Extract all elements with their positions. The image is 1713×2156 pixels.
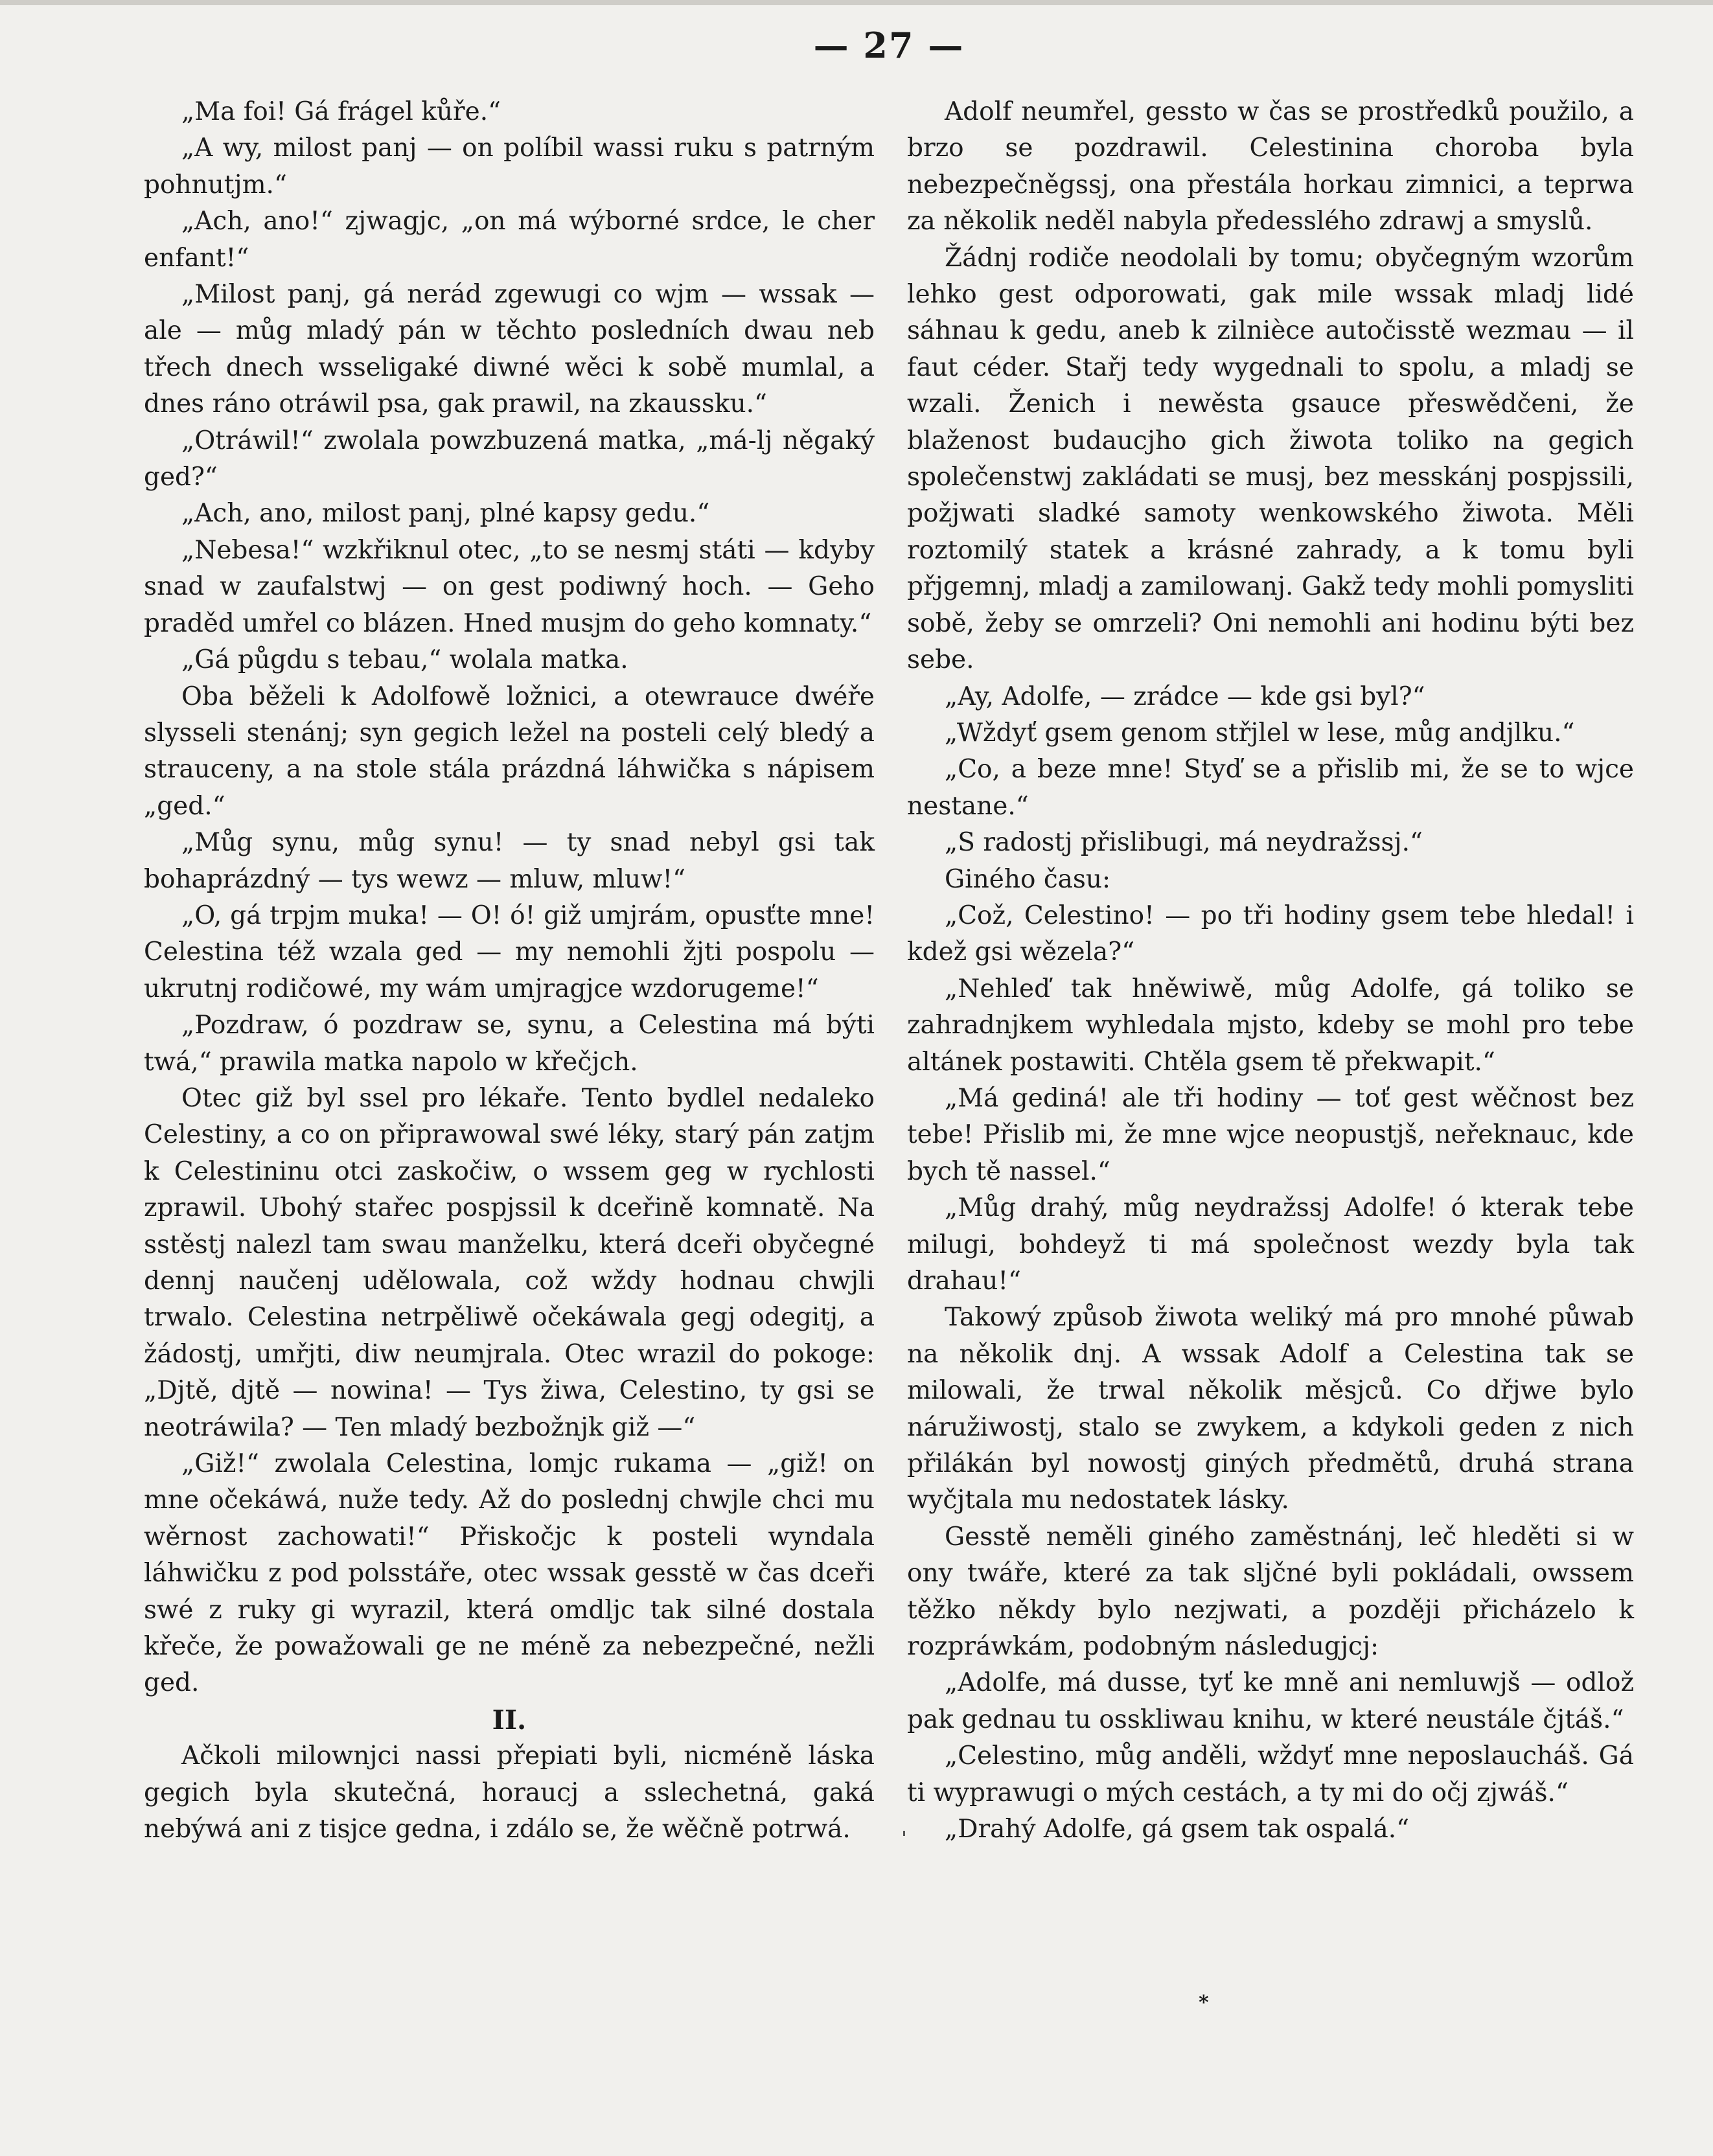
paragraph: „Pozdraw, ó pozdraw se, synu, a Celestina má býti twá,“ prawila matka napolo w křečjch. [144, 1011, 875, 1077]
paragraph: „Drahý Adolfe, gá gsem tak ospalá.“ [945, 1815, 1410, 1844]
paragraph: „Můg synu, můg synu! — ty snad nebyl gsi tak bohaprázdný — tys wewz — mluw, mluw!“ [144, 828, 875, 894]
paragraph: „Co, a beze mne! Styď se a přislib mi, že se to wjce nestane.“ [907, 755, 1634, 821]
paragraph: „Ach, ano!“ zjwagjc, „on má wýborné srdce, le cher enfant!“ [144, 207, 875, 273]
paragraph: „Giž!“ zwolala Celestina, lomjc rukama — „giž! on mne očekáwá, nuže tedy. Až do poslednj chwjle chci mu wěrnost zachowati!“ Přiskočjc k posteli wyndala láhwičku z pod polsstáře, otec wssak gesstě w čas dceři swé z ruky gi wyrazil, která omdljc tak silné dostala křeče, že powažowali ge ne méně za nebezpečné, nežli ged. [144, 1449, 875, 1698]
paragraph: „Má gediná! ale tři hodiny — toť gest wěčnost bez tebe! Přislib mi, že mne wjce neopustjš, neřeknauc, kde bych tě nassel.“ [907, 1083, 1634, 1186]
stray-mark [903, 1831, 905, 1836]
end-ornament: * [1199, 1991, 1209, 2014]
paragraph: „Gá půgdu s tebau,“ wolala matka. [181, 645, 628, 675]
right-column [907, 94, 1634, 1848]
paragraph: Oba běželi k Adolfowě ložnici, a otewrauce dwéře slysseli stenánj; syn gegich ležel na posteli celý bledý a strauceny, a na stole stála prázdná láhwička s nápisem „ged.“ [144, 682, 875, 821]
paragraph: „Ay, Adolfe, — zrádce — kde gsi byl?“ [945, 682, 1425, 711]
paragraph: Adolf neumřel, gessto w čas se prostředků použilo, a brzo se pozdrawil. Celestinina choroba byla nebezpečněgssj, ona přestála horkau zimnici, a teprwa za několik neděl nabyla předesslého zdrawj a smyslů. [907, 97, 1634, 236]
paragraph: Gesstě neměli giného zaměstnánj, leč hleděti si w ony twáře, které za tak sljčné byli pokládali, owssem těžko někdy bylo nezjwati, a později přicházelo k rozpráwkám, podobným následugjcj: [907, 1522, 1634, 1662]
paragraph: „Adolfe, má dusse, tyť ke mně ani nemluwjš — odlož pak gednau tu osskliwau knihu, w které neustále čjtáš.“ [907, 1668, 1634, 1734]
paragraph: „Celestino, můg anděli, wždyť mne neposlaucháš. Gá ti wyprawugi o mých cestách, a ty mi do očj zjwáš.“ [907, 1741, 1634, 1807]
paragraph: „O, gá trpjm muka! — O! ó! giž umjrám, opusťte mne! Celestina též wzala ged — my nemohli žjti pospolu — ukrutnj rodičowé, my wám umjragjce wzdorugeme!“ [144, 900, 875, 1003]
section-heading: II. [492, 1704, 527, 1736]
paragraph: „S radostj přislibugi, má neydražssj.“ [945, 828, 1423, 858]
left-column [144, 94, 875, 1848]
paragraph: „Ach, ano, milost panj, plné kapsy gedu.“ [181, 499, 710, 529]
paragraph: „Milost panj, gá nerád zgewugi co wjm — wssak — ale — můg mladý pán w těchto posledních dwau neb třech dnech wsseligaké diwné wěci k sobě mumlal, a dnes ráno otráwil psa, gak prawil, na zkaussku.“ [144, 280, 875, 419]
page-top-edge [0, 0, 1713, 5]
paragraph: „Můg drahý, můg neydražssj Adolfe! ó kterak tebe milugi, bohdeyž ti má společnost wezdy byla tak drahau!“ [907, 1193, 1634, 1296]
paragraph: Takowý způsob žiwota weliký má pro mnohé půwab na několik dnj. A wssak Adolf a Celestina tak se milowali, že trwal několik měsjců. Co dřjwe bylo náružiwostj, stalo se zwykem, a kdykoli geden z nich přilákán byl nowostj giných předmětů, druhá strana wyčjtala mu nedostatek lásky. [907, 1303, 1634, 1515]
paragraph: Otec giž byl ssel pro lékaře. Tento bydlel nedaleko Celestiny, a co on připrawowal swé léky, starý pán zatjm k Celestininu otci zaskočiw, o wssem geg w rychlosti zprawil. Ubohý stařec pospjssil k dceřině komnatě. Na sstěstj nalezl tam swau manželku, která dceři obyčegné dennj naučenj udělowala, což wždy hodnau chwjli trwalo. Celestina netrpěliwě očekáwala gegj odegitj, a žádostj, umřjti, diw neumjrala. Otec wrazil do pokoge: „Djtě, djtě — nowina! — Tys žiwa, Celestino, ty gsi se neotráwila? — Ten mladý bezbožnjk giž —“ [144, 1083, 875, 1442]
paragraph: „Což, Celestino! — po tři hodiny gsem tebe hledal! i kdež gsi wězela?“ [907, 900, 1634, 967]
paragraph: „A wy, milost panj — on políbil wassi ruku s patrným pohnutjm.“ [144, 133, 875, 200]
paragraph: Giného času: [945, 864, 1111, 894]
paragraph: „Nehleď tak hněwiwě, můg Adolfe, gá tolikо se zahradnjkem wyhledala mjsto, kdeby se mohl pro tebe altánek postawiti. Chtěla gsem tě překwapit.“ [907, 974, 1634, 1077]
page-number: — 27 — [813, 25, 965, 66]
paragraph: Ačkoli milownjci nassi přepiati byli, nicméně láska gegich byla skutečná, horaucj a sslechetná, gaká nebýwá ani z tisjce gedna, i zdálo se, že wěčně potrwá. [144, 1741, 875, 1844]
paragraph: Žádnj rodiče neodolali by tomu; obyčegným wzorům lehko gest odporowati, gak mile wssak mladj lidé sáhnau k gedu, aneb k zilnièce autočisstě wezmau — il faut céder. Stařj tedy wygednali to spolu, a mladj se wzali. Ženich i newěsta gsauce přeswědčeni, že blaženost budaucjho gich žiwota tolikо na gegich společenstwj zakládati se musj, bez messkánj pospjssili, požjwati sladké samoty wenkowského žiwota. Měli roztomilý statek a krásné zahrady, a k tomu byli přjgemnj, mladj a zamilowanj. Gakž tedy mohli pomysliti sobě, žeby se omrzeli? Oni nemohli ani hodinu býti bez sebe. [907, 243, 1634, 675]
paragraph: „Nebesa!“ wzkřiknul otec, „to se nesmj státi — kdyby snad w zaufalstwj — on gest podiwný hoch. — Geho praděd umřel co blázen. Hned musjm do geho komnaty.“ [144, 535, 875, 638]
paragraph: „Otráwil!“ zwolala powzbuzená matka, „má-lj něgaký ged?“ [144, 426, 875, 492]
paragraph: „Wždyť gsem genom střjlel w lese, můg andjlku.“ [945, 718, 1575, 748]
paragraph: „Ma foi! Gá frágel kůře.“ [181, 97, 501, 126]
